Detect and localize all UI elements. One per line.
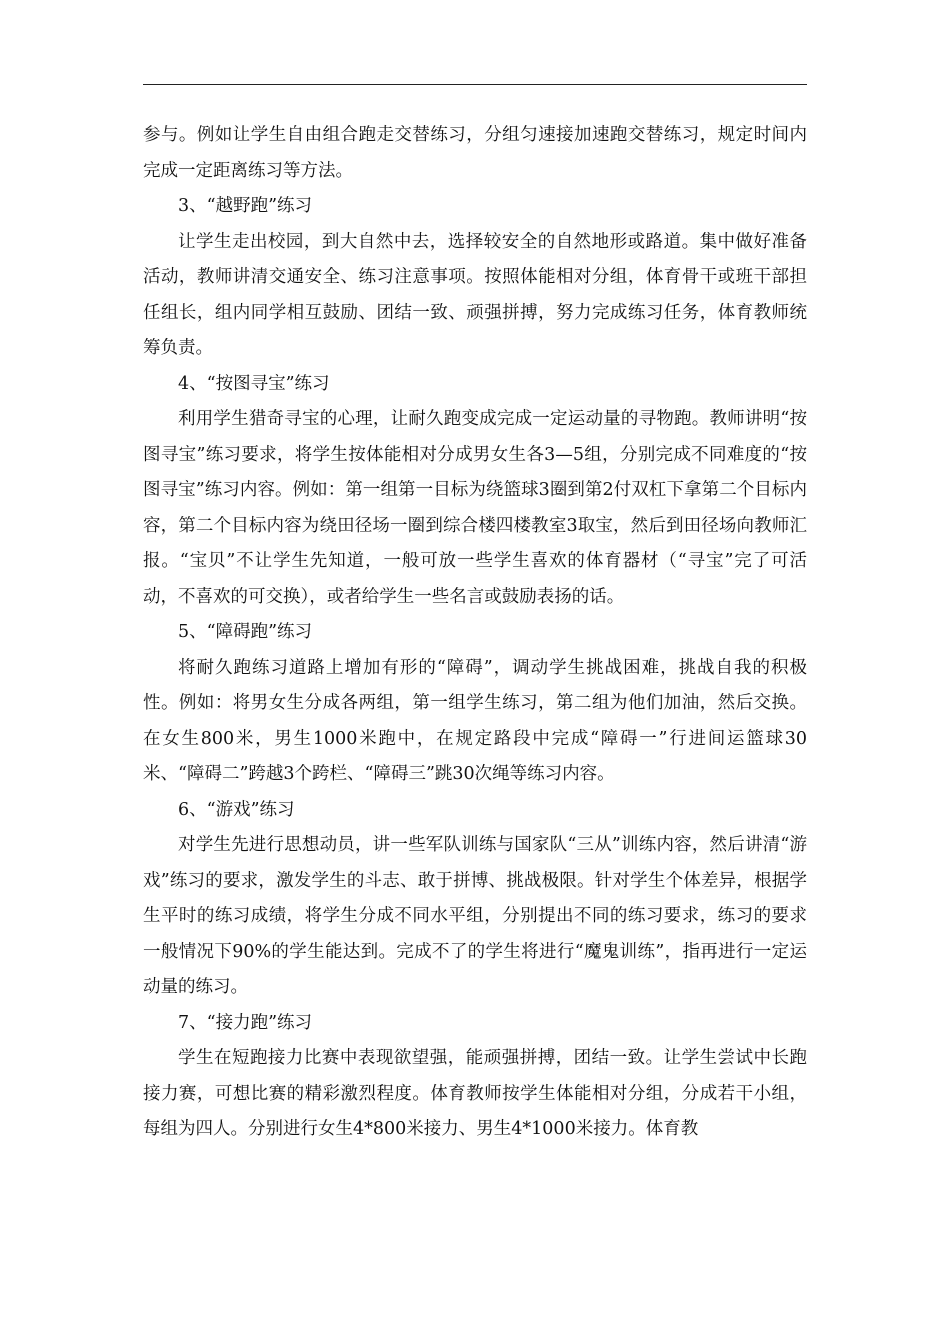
paragraph-obstacle-run: 将耐久跑练习道路上增加有形的“障碍”，调动学生挑战困难，挑战自我的积极性。例如：将男女生分成各两组，第一组学生练习，第二组为他们加油，然后交换。在女生800米，男生1000米跑中，在规定路段中完成“障碍一”行进间运篮球30米、“障碍二”跨越3个跨栏、“障碍三”跳30次绳等练习内容。 — [143, 657, 807, 784]
section-heading-7: 7、“接力跑”练习 — [178, 1012, 313, 1033]
header-rule — [143, 84, 807, 85]
section-heading-6: 6、“游戏”练习 — [178, 799, 295, 820]
paragraph-cross-country: 让学生走出校园，到大自然中去，选择较安全的自然地形或路道。集中做好准备活动，教师讲清交通安全、练习注意事项。按照体能相对分组，体育骨干或班干部担任组长，组内同学相互鼓励、团结一致、顽强拼搏，努力完成练习任务，体育教师统筹负责。 — [143, 231, 807, 358]
paragraph-treasure-hunt: 利用学生猎奇寻宝的心理，让耐久跑变成完成一定运动量的寻物跑。教师讲明“按图寻宝”练习要求，将学生按体能相对分成男女生各3—5组，分别完成不同难度的“按图寻宝”练习内容。例如：第一组第一目标为绕篮球3圈到第2付双杠下拿第二个目标内容，第二个目标内容为绕田径场一圈到综合楼四楼教室3取宝，然后到田径场向教师汇报。“宝贝”不让学生先知道，一般可放一些学生喜欢的体育器材（“寻宝”完了可活动，不喜欢的可交换），或者给学生一些名言或鼓励表扬的话。 — [143, 409, 807, 607]
section-heading-3: 3、“越野跑”练习 — [178, 196, 313, 216]
paragraph-game-practice: 对学生先进行思想动员，讲一些军队训练与国家队“三从”训练内容，然后讲清“游戏”练习的要求，激发学生的斗志、敢于拼博、挑战极限。针对学生个体差异，根据学生平时的练习成绩，将学生分成不同水平组，分别提出不同的练习要求，练习的要求一般情况下90%的学生能达到。完成不了的学生将进行“魔鬼训练”，指再进行一定运动量的练习。 — [143, 835, 807, 997]
paragraph-continuation: 参与。例如让学生自由组合跑走交替练习，分组匀速接加速跑交替练习，规定时间内完成一定距离练习等方法。 — [143, 125, 807, 181]
paragraph-relay-run: 学生在短跑接力比赛中表现欲望强，能顽强拼搏，团结一致。让学生尝试中长跑接力赛，可想比赛的精彩激烈程度。体育教师按学生体能相对分组，分成若干小组，每组为四人。分别进行女生4*800米接力、男生4*1000米接力。体育教 — [143, 1048, 807, 1139]
document-body — [143, 118, 807, 1148]
section-heading-5: 5、“障碍跑”练习 — [178, 622, 313, 642]
section-heading-4: 4、“按图寻宝”练习 — [178, 373, 330, 394]
